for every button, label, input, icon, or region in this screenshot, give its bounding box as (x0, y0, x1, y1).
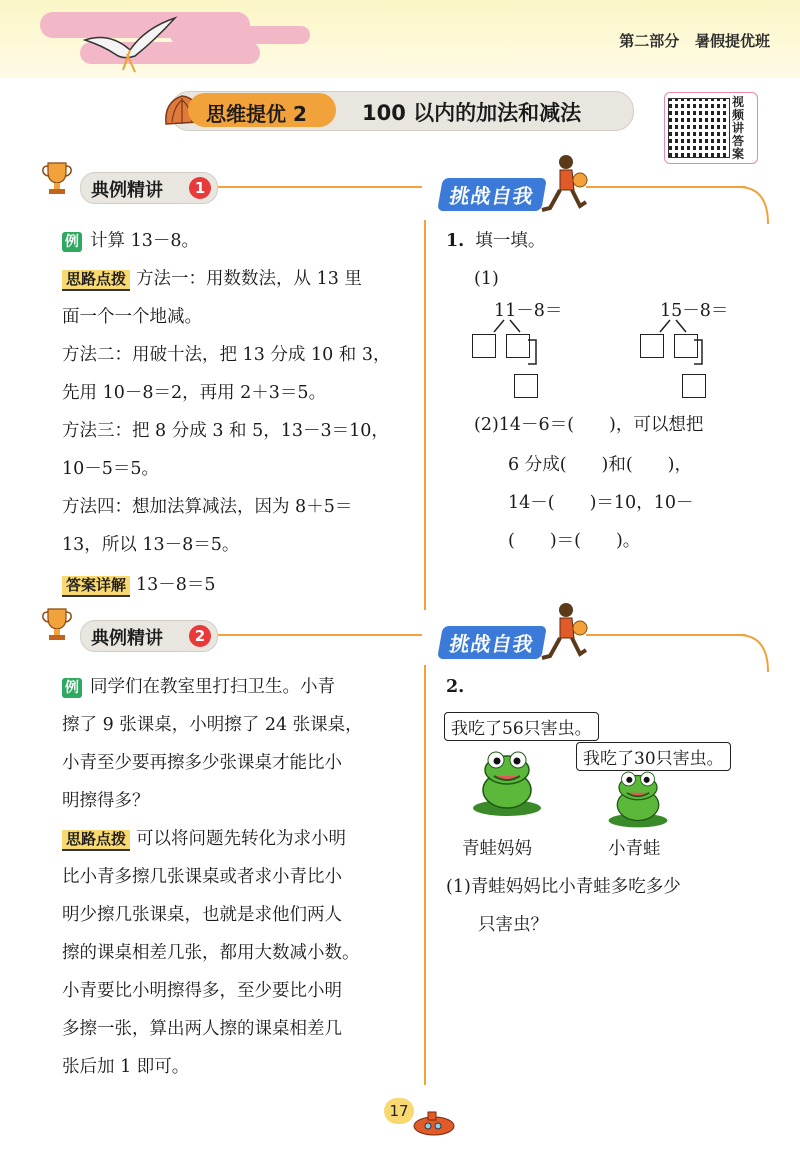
curve-decor (740, 634, 780, 674)
text-line: 擦了 9 张课桌，小明擦了 24 张课桌， (62, 715, 363, 735)
qr-code[interactable] (668, 98, 730, 158)
trophy-icon (40, 160, 74, 196)
text-line: 小青要比小明擦得多，至少要比小明 (62, 981, 342, 1001)
expression-a: 11－8＝ (494, 301, 563, 321)
hint-tag: 思路点拨 (62, 270, 130, 291)
column-divider (424, 220, 426, 610)
part-label: (1) (474, 269, 499, 289)
runner-icon (536, 152, 592, 222)
qr-label: 视频讲答案 (732, 95, 745, 161)
text-line: 先用 10－8＝2，再用 2＋3＝5。 (62, 383, 327, 403)
answer-box[interactable] (640, 334, 664, 358)
title-badge (188, 93, 336, 127)
text-line: 张后加 1 即可。 (62, 1057, 190, 1077)
example-2-question (62, 678, 335, 698)
column-divider (424, 665, 426, 1085)
hint-line (62, 270, 362, 291)
page-title: 100 以内的加法和减法 (362, 101, 582, 125)
example-heading-label: 典例精讲 (91, 628, 163, 649)
text-line: 14－( )＝10，10－ (508, 493, 694, 513)
text-line: 多擦一张，算出两人擦的课桌相差几 (62, 1019, 342, 1039)
text-line: 明擦得多？ (62, 791, 150, 811)
text-line: 10－5＝5。 (62, 459, 160, 479)
text-line: 方法四：想加法算减法，因为 8＋5＝ (62, 497, 353, 517)
section-rule (218, 186, 422, 188)
answer-box[interactable] (682, 374, 706, 398)
answer-box[interactable] (514, 374, 538, 398)
example-number-badge: 1 (189, 177, 211, 199)
example-heading-2 (80, 620, 218, 652)
example-marker: 例 (62, 678, 82, 698)
curve-decor (740, 186, 780, 226)
section-rule (218, 634, 422, 636)
header-series: 暑假提优班 (694, 32, 770, 50)
text-line: 擦的课桌相差几张，都用大数减小数。 (62, 943, 360, 963)
hint-tag: 思路点拨 (62, 830, 130, 851)
split-lines (470, 318, 750, 398)
text-line: 同学们在教室里打扫卫生。小青 (90, 677, 335, 697)
example-heading-label: 典例精讲 (91, 180, 163, 201)
text-line: 13，所以 13－8＝5。 (62, 535, 240, 555)
example-number-badge: 2 (189, 625, 211, 647)
answer-box[interactable] (674, 334, 698, 358)
frog-mom-label: 青蛙妈妈 (462, 839, 532, 859)
header-section: 第二部分 (619, 32, 680, 50)
example-marker: 例 (62, 232, 82, 252)
text-line: 面一个一个地减。 (62, 307, 202, 327)
frog-small-label: 小青蛙 (608, 839, 661, 859)
question-1 (446, 232, 545, 251)
text-line: 小青至少要再擦多少张课桌才能比小 (62, 753, 342, 773)
frog-small-icon (606, 766, 670, 830)
speech-bubble-mom: 我吃了56只害虫。 (444, 712, 599, 741)
question-number: 1. (446, 231, 465, 251)
answer-box[interactable] (472, 334, 496, 358)
hint-line (62, 830, 346, 851)
text-line: (1)青蛙妈妈比小青蛙多吃多少 (446, 877, 681, 897)
challenge-label-2: 挑战自我 (437, 626, 547, 659)
submarine-icon (408, 1104, 458, 1138)
text-line: (2)14－6＝( )，可以想把 (474, 415, 704, 435)
text-line: 比小青多擦几张课桌或者求小青比小 (62, 867, 342, 887)
challenge-label-1: 挑战自我 (437, 178, 547, 211)
text-line: 方法一：用数数法，从 13 里 (136, 269, 362, 289)
runner-icon (536, 600, 592, 670)
question-text: 计算 13－8。 (90, 231, 199, 251)
frog-mom-icon (470, 746, 544, 818)
expression-b: 15－8＝ (660, 301, 729, 321)
header-label (619, 30, 770, 51)
answer-line (62, 576, 216, 597)
page-number: 17 (384, 1098, 414, 1124)
section-rule (586, 634, 746, 636)
text-line: 只害虫？ (478, 915, 548, 935)
answer-box[interactable] (506, 334, 530, 358)
text-line: 方法三：把 8 分成 3 和 5，13－3＝10， (62, 421, 389, 441)
section-rule (586, 186, 746, 188)
seagull-icon (75, 10, 185, 80)
example-1-question (62, 232, 199, 252)
text-line: 可以将问题先转化为求小明 (136, 829, 347, 849)
decor-cloud (170, 26, 310, 44)
example-heading-1 (80, 172, 218, 204)
answer-text: 13－8＝5 (136, 575, 216, 595)
answer-tag: 答案详解 (62, 576, 130, 597)
question-text: 填一填。 (475, 231, 546, 251)
title-badge-text: 思维提优 2 (206, 102, 307, 126)
speech-bubble-small: 我吃了30只害虫。 (576, 742, 731, 771)
text-line: ( )＝( )。 (508, 531, 641, 551)
text-line: 6 分成( )和( )， (508, 455, 693, 475)
trophy-icon (40, 606, 74, 642)
text-line: 方法二：用破十法，把 13 分成 10 和 3， (62, 345, 391, 365)
text-line: 明少擦几张课桌，也就是求他们两人 (62, 905, 342, 925)
question-number: 2. (446, 677, 465, 697)
